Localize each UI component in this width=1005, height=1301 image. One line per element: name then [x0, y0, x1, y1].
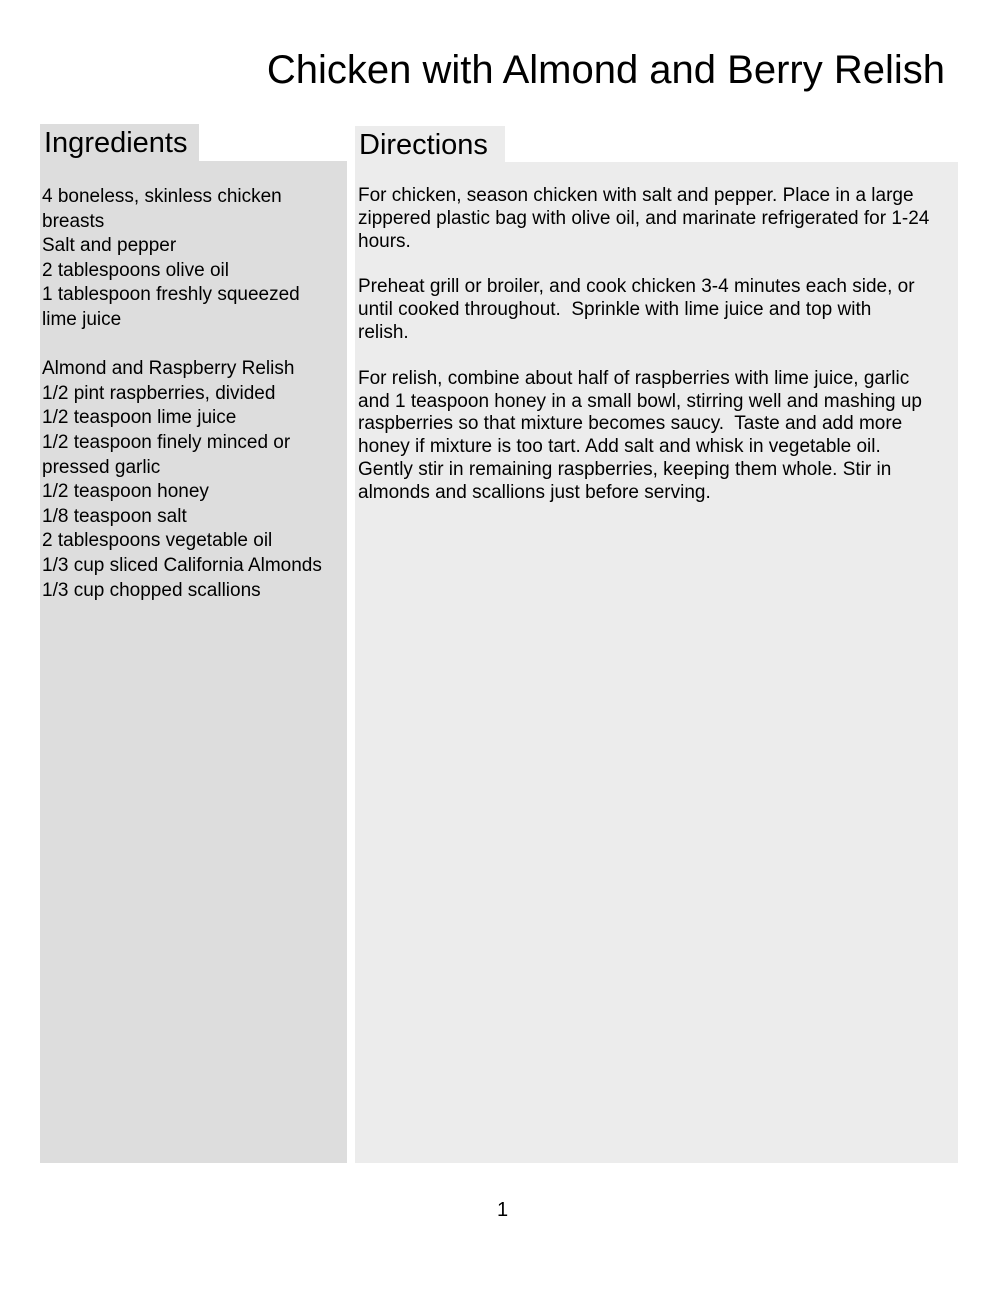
ingredient-spacer [42, 333, 347, 358]
ingredient-line: 1/2 teaspoon finely minced or [42, 431, 291, 453]
ingredient-line: Salt and pepper [42, 235, 177, 257]
directions-header: Directions [355, 126, 505, 162]
ingredient-line: breasts [42, 210, 105, 232]
direction-paragraph-cooking: Preheat grill or broiler, and cook chicken 3-4 minutes each side, or until cooked throughout. Sprinkle with lime juice and top with relish. [358, 276, 915, 343]
relish-subheading: Almond and Raspberry Relish [42, 358, 295, 380]
direction-paragraph-relish: For relish, combine about half of raspberries with lime juice, garlic and 1 teaspoon honey in a small bowl, stirring well and mashing up raspberries so that mixture becomes saucy. Taste and add more honey if mixture is too tart. Add salt and whisk in vegetable oil. Gently stir in remaining raspberries, keeping them whole. Stir in almonds and scallions just before serving. [358, 367, 922, 503]
directions-panel [355, 162, 958, 1163]
ingredient-line: 2 tablespoons vegetable oil [42, 530, 273, 552]
ingredient-line: lime juice [42, 308, 122, 330]
direction-paragraph-chicken-prep: For chicken, season chicken with salt and pepper. Place in a large zippered plastic bag with olive oil, and marinate refrigerated for 1-24 hours. [358, 185, 930, 252]
ingredient-line: 4 boneless, skinless chicken [42, 186, 282, 207]
ingredients-header: Ingredients [40, 124, 199, 161]
ingredient-line: 1/2 pint raspberries, divided [42, 382, 276, 404]
ingredient-line: 1/3 cup chopped scallions [42, 579, 261, 601]
ingredient-line: 1 tablespoon freshly squeezed [42, 284, 300, 306]
page-number: 1 [496, 1199, 509, 1221]
ingredient-line: 1/2 teaspoon honey [42, 481, 209, 503]
ingredient-line: 1/2 teaspoon lime juice [42, 407, 237, 429]
ingredient-line: 1/8 teaspoon salt [42, 505, 187, 527]
ingredient-line: pressed garlic [42, 456, 161, 478]
ingredients-panel [40, 161, 347, 1163]
ingredient-line: 1/3 cup sliced California Almonds [42, 554, 322, 576]
page-title: Chicken with Almond and Berry Relish [266, 48, 945, 92]
ingredient-line: 2 tablespoons olive oil [42, 259, 229, 281]
